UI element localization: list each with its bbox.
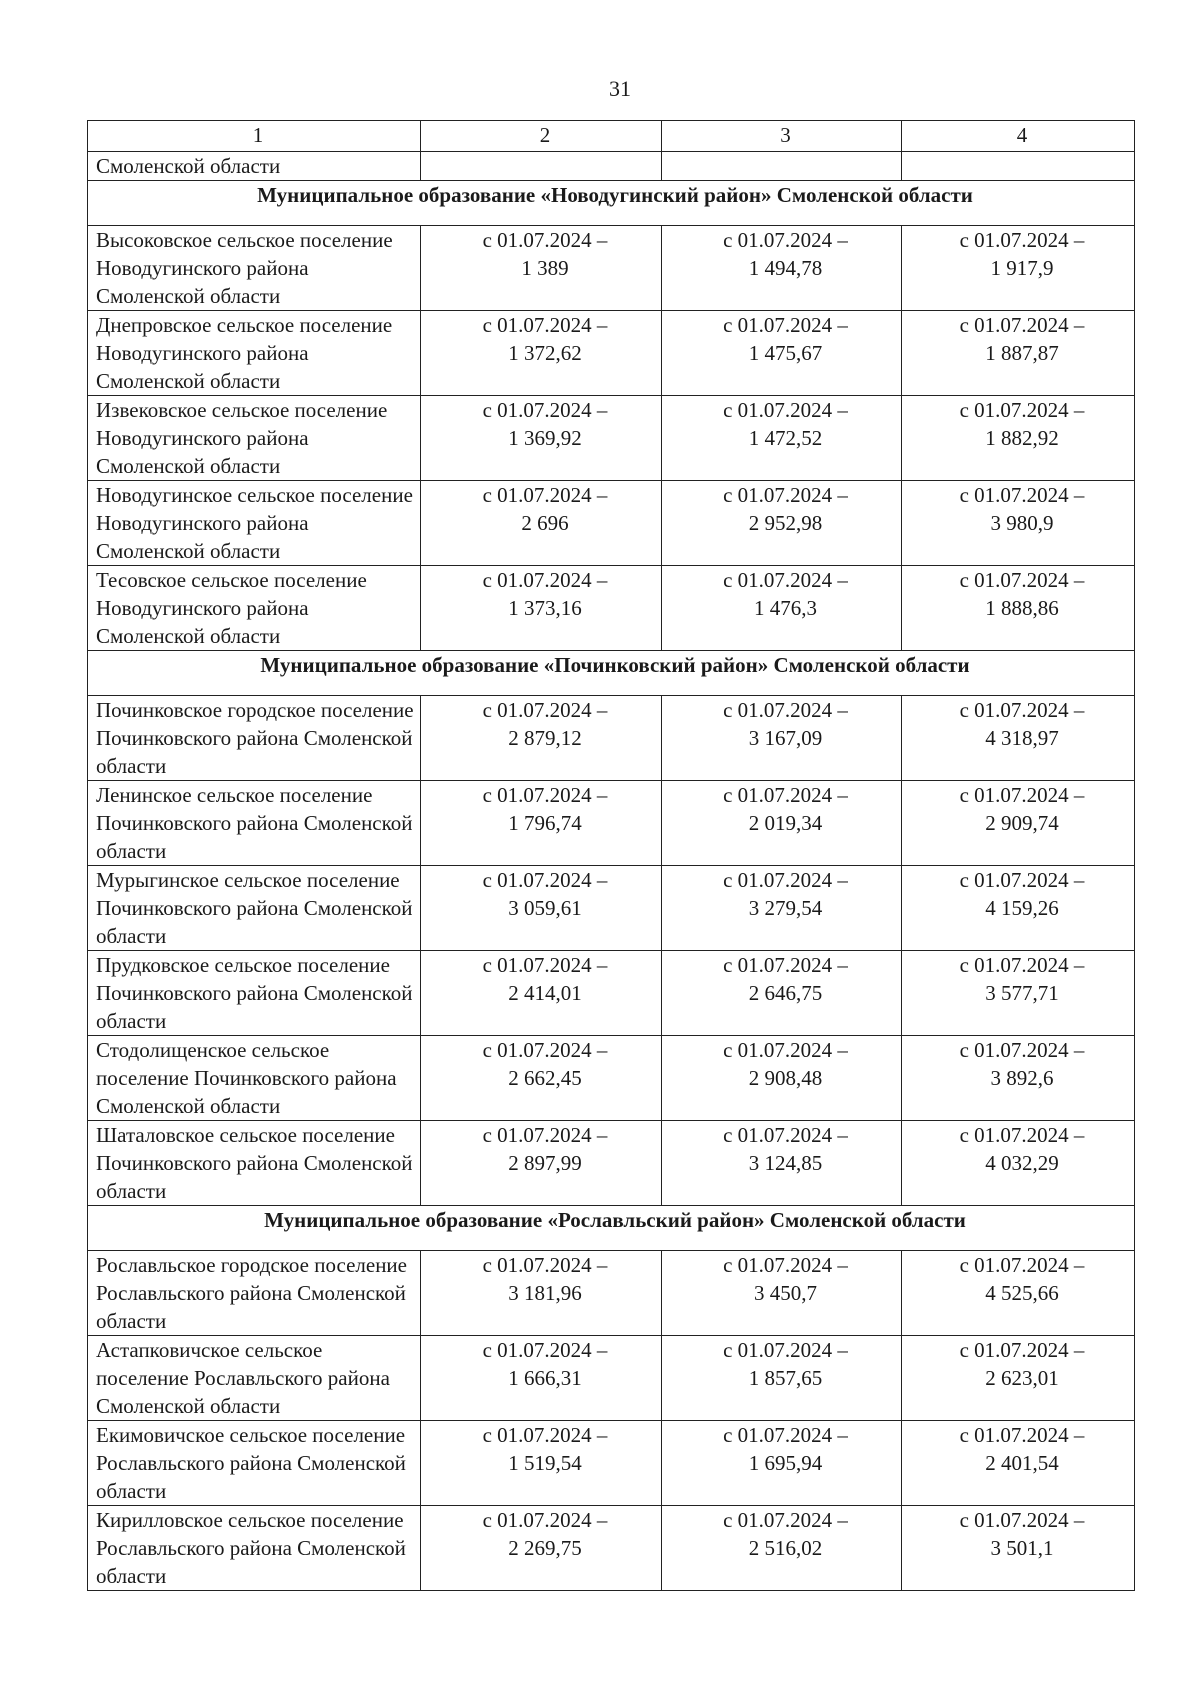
tariff-value: 4 159,26: [985, 896, 1059, 920]
section-header-row: [88, 651, 1135, 696]
tariff-value: 2 516,02: [748, 1536, 823, 1560]
tariff-value: 2 019,34: [748, 811, 823, 835]
value-cell-col4: [902, 1036, 1135, 1121]
value-cell-col2: [421, 226, 662, 311]
effective-date-prefix: с 01.07.2024 –: [482, 1253, 608, 1277]
value-cell-col2: [421, 781, 662, 866]
table-row: [88, 781, 1135, 866]
effective-date-prefix: с 01.07.2024 –: [723, 1338, 848, 1362]
tariff-table: [87, 120, 1135, 1591]
effective-date-prefix: с 01.07.2024 –: [482, 868, 608, 892]
effective-date-prefix: с 01.07.2024 –: [959, 398, 1085, 422]
section-title: Муниципальное образование «Починковский район» Смоленской области: [88, 651, 1135, 696]
table-row: [88, 1251, 1135, 1336]
table-row: [88, 696, 1135, 781]
settlement-name: Кирилловское сельское поселение Рославльского района Смоленской области: [88, 1506, 421, 1591]
settlement-name: Починковское городское поселение Починковского района Смоленской области: [88, 696, 421, 781]
empty-cell: [421, 152, 662, 181]
value-cell-col4: [902, 696, 1135, 781]
value-cell-col2: [421, 866, 662, 951]
tariff-value: 3 450,7: [754, 1281, 817, 1305]
value-cell-col3: [662, 866, 902, 951]
effective-date-prefix: с 01.07.2024 –: [723, 228, 848, 252]
tariff-value: 1 857,65: [748, 1366, 823, 1390]
tariff-value: 1 494,78: [748, 256, 823, 280]
value-cell-col2: [421, 311, 662, 396]
tariff-value: 1 882,92: [985, 426, 1059, 450]
effective-date-prefix: с 01.07.2024 –: [959, 953, 1085, 977]
settlement-name: Рославльское городское поселение Рославльского района Смоленской области: [88, 1251, 421, 1336]
value-cell-col2: [421, 1506, 662, 1591]
value-cell-col2: [421, 1121, 662, 1206]
effective-date-prefix: с 01.07.2024 –: [723, 1253, 848, 1277]
table-row: [88, 311, 1135, 396]
effective-date-prefix: с 01.07.2024 –: [959, 698, 1085, 722]
section-header-row: [88, 181, 1135, 226]
settlement-name: Шаталовское сельское поселение Починковского района Смоленской области: [88, 1121, 421, 1206]
settlement-name: Высоковское сельское поселение Новодугинского района Смоленской области: [88, 226, 421, 311]
settlement-name: Екимовичское сельское поселение Рославльского района Смоленской области: [88, 1421, 421, 1506]
value-cell-col3: [662, 781, 902, 866]
value-cell-col4: [902, 226, 1135, 311]
table-row: [88, 866, 1135, 951]
value-cell-col2: [421, 1036, 662, 1121]
value-cell-col2: [421, 1251, 662, 1336]
tariff-value: 1 475,67: [748, 341, 823, 365]
section-title: Муниципальное образование «Новодугинский район» Смоленской области: [88, 181, 1135, 226]
table-row: [88, 481, 1135, 566]
tariff-value: 3 577,71: [985, 981, 1059, 1005]
effective-date-prefix: с 01.07.2024 –: [482, 568, 608, 592]
effective-date-prefix: с 01.07.2024 –: [482, 783, 608, 807]
effective-date-prefix: с 01.07.2024 –: [959, 568, 1085, 592]
value-cell-col4: [902, 1506, 1135, 1591]
value-cell-col3: [662, 1036, 902, 1121]
tariff-value: 1 372,62: [508, 341, 582, 365]
effective-date-prefix: с 01.07.2024 –: [482, 313, 608, 337]
effective-date-prefix: с 01.07.2024 –: [723, 953, 848, 977]
value-cell-col3: [662, 951, 902, 1036]
tariff-value: 1 472,52: [748, 426, 823, 450]
tariff-value: 1 887,87: [985, 341, 1059, 365]
effective-date-prefix: с 01.07.2024 –: [482, 953, 608, 977]
value-cell-col3: [662, 1121, 902, 1206]
settlement-name: Новодугинское сельское поселение Новодугинского района Смоленской области: [88, 481, 421, 566]
tariff-table-body: [88, 121, 1135, 1591]
effective-date-prefix: с 01.07.2024 –: [723, 1038, 848, 1062]
settlement-name: Ленинское сельское поселение Починковского района Смоленской области: [88, 781, 421, 866]
settlement-name: Стодолищенское сельское поселение Починковского района Смоленской области: [88, 1036, 421, 1121]
table-row: [88, 566, 1135, 651]
effective-date-prefix: с 01.07.2024 –: [482, 1423, 608, 1447]
effective-date-prefix: с 01.07.2024 –: [959, 1423, 1085, 1447]
continuation-row: [88, 152, 1135, 181]
value-cell-col3: [662, 481, 902, 566]
value-cell-col3: [662, 1421, 902, 1506]
tariff-value: 1 917,9: [990, 256, 1054, 280]
effective-date-prefix: с 01.07.2024 –: [723, 1123, 848, 1147]
effective-date-prefix: с 01.07.2024 –: [959, 1253, 1085, 1277]
effective-date-prefix: с 01.07.2024 –: [959, 228, 1085, 252]
value-cell-col4: [902, 866, 1135, 951]
value-cell-col2: [421, 1421, 662, 1506]
effective-date-prefix: с 01.07.2024 –: [723, 783, 848, 807]
effective-date-prefix: с 01.07.2024 –: [959, 783, 1085, 807]
value-cell-col4: [902, 481, 1135, 566]
tariff-value: 2 897,99: [508, 1151, 582, 1175]
tariff-value: 2 879,12: [508, 726, 582, 750]
tariff-value: 3 167,09: [748, 726, 823, 750]
effective-date-prefix: с 01.07.2024 –: [482, 483, 608, 507]
value-cell-col3: [662, 311, 902, 396]
value-cell-col4: [902, 781, 1135, 866]
effective-date-prefix: с 01.07.2024 –: [723, 398, 848, 422]
effective-date-prefix: с 01.07.2024 –: [959, 1338, 1085, 1362]
effective-date-prefix: с 01.07.2024 –: [959, 1123, 1085, 1147]
value-cell-col4: [902, 1251, 1135, 1336]
settlement-name: Мурыгинское сельское поселение Починковского района Смоленской области: [88, 866, 421, 951]
tariff-value: 2 269,75: [508, 1536, 582, 1560]
table-row: [88, 1121, 1135, 1206]
tariff-value: 3 501,1: [990, 1536, 1054, 1560]
value-cell-col2: [421, 696, 662, 781]
value-cell-col4: [902, 1336, 1135, 1421]
settlement-name: Прудковское сельское поселение Починковского района Смоленской области: [88, 951, 421, 1036]
value-cell-col4: [902, 1421, 1135, 1506]
settlement-name: Астапковичское сельское поселение Рославльского района Смоленской области: [88, 1336, 421, 1421]
tariff-value: 4 032,29: [985, 1151, 1059, 1175]
effective-date-prefix: с 01.07.2024 –: [723, 1508, 848, 1532]
table-row: [88, 1336, 1135, 1421]
effective-date-prefix: с 01.07.2024 –: [482, 698, 608, 722]
value-cell-col2: [421, 951, 662, 1036]
settlement-name: Извековское сельское поселение Новодугинского района Смоленской области: [88, 396, 421, 481]
effective-date-prefix: с 01.07.2024 –: [482, 1508, 608, 1532]
effective-date-prefix: с 01.07.2024 –: [959, 313, 1085, 337]
tariff-value: 3 059,61: [508, 896, 582, 920]
table-row: [88, 226, 1135, 311]
tariff-value: 4 318,97: [985, 726, 1059, 750]
continuation-label: Смоленской области: [88, 152, 421, 181]
tariff-value: 2 646,75: [748, 981, 823, 1005]
tariff-value: 1 888,86: [985, 596, 1059, 620]
tariff-value: 1 476,3: [754, 596, 817, 620]
value-cell-col4: [902, 951, 1135, 1036]
table-row: [88, 396, 1135, 481]
effective-date-prefix: с 01.07.2024 –: [482, 398, 608, 422]
settlement-name: Тесовское сельское поселение Новодугинского района Смоленской области: [88, 566, 421, 651]
effective-date-prefix: с 01.07.2024 –: [959, 483, 1085, 507]
tariff-value: 2 414,01: [508, 981, 582, 1005]
table-row: [88, 1421, 1135, 1506]
tariff-value: 2 662,45: [508, 1066, 582, 1090]
value-cell-col3: [662, 1506, 902, 1591]
effective-date-prefix: с 01.07.2024 –: [723, 568, 848, 592]
effective-date-prefix: с 01.07.2024 –: [959, 868, 1085, 892]
column-header-1: 1: [88, 121, 421, 152]
value-cell-col3: [662, 396, 902, 481]
table-row: [88, 1506, 1135, 1591]
tariff-value: 1 666,31: [508, 1366, 582, 1390]
tariff-value: 3 124,85: [748, 1151, 823, 1175]
tariff-value: 3 181,96: [508, 1281, 582, 1305]
value-cell-col4: [902, 396, 1135, 481]
effective-date-prefix: с 01.07.2024 –: [959, 1038, 1085, 1062]
tariff-value: 1 369,92: [508, 426, 582, 450]
tariff-value: 2 908,48: [748, 1066, 823, 1090]
value-cell-col3: [662, 696, 902, 781]
value-cell-col4: [902, 1121, 1135, 1206]
tariff-value: 1 373,16: [508, 596, 582, 620]
section-header-row: [88, 1206, 1135, 1251]
tariff-value: 2 696: [521, 511, 569, 535]
tariff-value: 4 525,66: [985, 1281, 1059, 1305]
table-row: [88, 951, 1135, 1036]
value-cell-col2: [421, 396, 662, 481]
tariff-value: 3 980,9: [990, 511, 1054, 535]
value-cell-col4: [902, 566, 1135, 651]
tariff-value: 1 796,74: [508, 811, 582, 835]
tariff-value: 3 279,54: [748, 896, 823, 920]
effective-date-prefix: с 01.07.2024 –: [482, 1338, 608, 1362]
tariff-value: 1 695,94: [748, 1451, 823, 1475]
empty-cell: [902, 152, 1135, 181]
effective-date-prefix: с 01.07.2024 –: [959, 1508, 1085, 1532]
table-row: [88, 1036, 1135, 1121]
empty-cell: [662, 152, 902, 181]
effective-date-prefix: с 01.07.2024 –: [723, 698, 848, 722]
tariff-value: 1 519,54: [508, 1451, 582, 1475]
value-cell-col2: [421, 1336, 662, 1421]
section-title: Муниципальное образование «Рославльский район» Смоленской области: [88, 1206, 1135, 1251]
value-cell-col3: [662, 226, 902, 311]
tariff-value: 2 952,98: [748, 511, 823, 535]
effective-date-prefix: с 01.07.2024 –: [723, 868, 848, 892]
tariff-value: 3 892,6: [990, 1066, 1054, 1090]
effective-date-prefix: с 01.07.2024 –: [723, 1423, 848, 1447]
value-cell-col4: [902, 311, 1135, 396]
effective-date-prefix: с 01.07.2024 –: [482, 1123, 608, 1147]
column-header-3: 3: [662, 121, 902, 152]
column-header-2: 2: [421, 121, 662, 152]
value-cell-col3: [662, 1336, 902, 1421]
settlement-name: Днепровское сельское поселение Новодугинского района Смоленской области: [88, 311, 421, 396]
tariff-value: 2 909,74: [985, 811, 1059, 835]
effective-date-prefix: с 01.07.2024 –: [482, 1038, 608, 1062]
tariff-value: 2 623,01: [985, 1366, 1059, 1390]
tariff-value: 2 401,54: [985, 1451, 1059, 1475]
value-cell-col3: [662, 566, 902, 651]
column-header-4: 4: [902, 121, 1135, 152]
page-number: 31: [609, 76, 631, 101]
value-cell-col2: [421, 566, 662, 651]
effective-date-prefix: с 01.07.2024 –: [723, 483, 848, 507]
column-number-row: [88, 121, 1135, 152]
value-cell-col3: [662, 1251, 902, 1336]
effective-date-prefix: с 01.07.2024 –: [723, 313, 848, 337]
value-cell-col2: [421, 481, 662, 566]
tariff-value: 1 389: [521, 256, 569, 280]
effective-date-prefix: с 01.07.2024 –: [482, 228, 608, 252]
